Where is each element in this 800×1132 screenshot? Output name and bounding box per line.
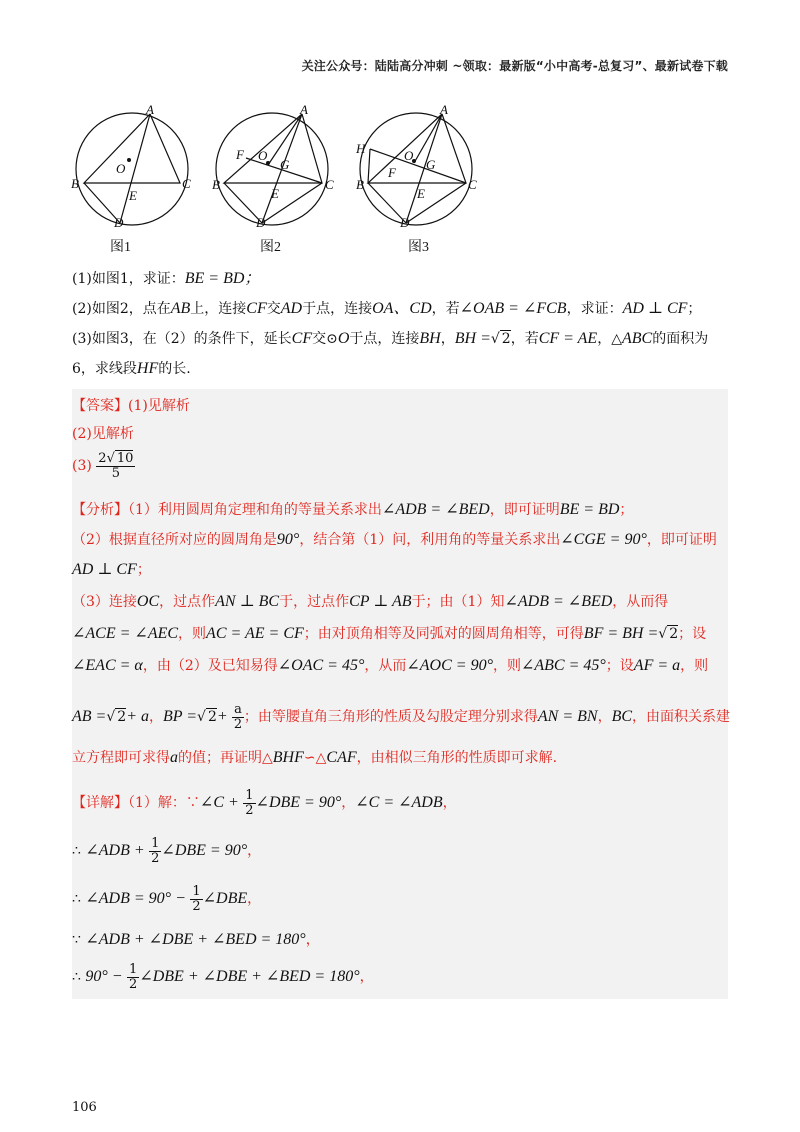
q2-ad: AD: [280, 300, 303, 317]
detail-d5e: ，: [359, 969, 374, 985]
label-f-fig3: F: [388, 165, 396, 180]
analysis-l1a: （1）利用圆周角定理和角的等量关系求出: [128, 502, 382, 518]
detail-d3-fraction: [190, 885, 202, 914]
analysis-l8a: 立方程即可求得: [72, 750, 170, 766]
answer-3-coef: 2: [98, 450, 107, 466]
q3-text-g: ，: [440, 331, 455, 347]
q3-o: O: [337, 330, 350, 347]
label-c-fig3: C: [468, 177, 477, 192]
analysis-l5g: ；设: [678, 626, 707, 642]
q3-text-a: (3)如图3，在（2）的条件下，延长: [72, 331, 292, 347]
analysis-l5a: ∠ACE = ∠AEC: [72, 625, 179, 642]
detail-line-1: [72, 787, 457, 819]
label-a-fig2: A: [300, 103, 308, 117]
analysis-l6f: ，则: [492, 658, 521, 674]
analysis-l8g: ，由相似三角形的性质即可求解.: [356, 750, 558, 766]
q2-text-k: ，求证：: [566, 301, 623, 317]
page-header: 关注公众号：陆陆高分冲刺 ~领取：最新版“小中高考-总复习”、最新试卷下载: [301, 59, 728, 73]
q2-text-i: ，若: [431, 301, 460, 317]
analysis-l7h-num: a: [234, 701, 242, 717]
analysis-l1d: BE = BD: [559, 501, 620, 518]
answer-label: 【答案】: [72, 398, 128, 414]
q3-text-j: ，若: [510, 331, 539, 347]
analysis-l4g: 于；由（1）知: [411, 594, 505, 610]
q3-text-l: ，△: [597, 331, 622, 347]
answer-line-2: [72, 423, 134, 445]
label-o-fig1: O: [116, 161, 126, 176]
q2-ab: AB: [170, 300, 191, 317]
label-e-fig3: E: [417, 186, 425, 201]
analysis-l6d: ，从而: [364, 658, 407, 674]
analysis-l7g: +: [216, 708, 228, 725]
circle-fig1: [76, 113, 188, 225]
analysis-l6j: ，则: [680, 658, 709, 674]
analysis-l6c: ∠OAC = 45°: [277, 657, 365, 674]
analysis-l5e: BF = BH =: [583, 625, 659, 642]
detail-line-3: [72, 883, 261, 915]
caption-fig1: 图1: [110, 240, 131, 255]
analysis-l7e: BP =: [162, 708, 198, 725]
detail-d4b: ∠ADB + ∠DBE + ∠BED = 180°: [85, 931, 306, 948]
detail-d2c-num: 1: [151, 835, 160, 851]
analysis-l6i: AF = a: [633, 657, 681, 674]
label-b-fig3: B: [356, 177, 364, 192]
detail-d1-fraction: [243, 789, 255, 818]
q2-oa-cd: OA、CD: [372, 300, 432, 317]
analysis-l4i: ，从而得: [612, 594, 669, 610]
line-ch-fig3: [370, 149, 466, 183]
analysis-l7l: BC: [611, 708, 633, 725]
caption-fig2: 图2: [260, 240, 281, 255]
center-dot-fig1: [127, 158, 131, 162]
detail-d5c-den: 2: [129, 976, 138, 992]
detail-d2d: ∠DBE = 90°: [161, 842, 248, 859]
analysis-l8c: 的值；再证明△: [178, 750, 273, 766]
q2-text-c: 上，连接: [190, 301, 247, 317]
analysis-line-5: ∠ACE = ∠AEC，则AC = AE = CF；由对顶角相等及同弧对的圆周角相等，可得BF = BH =√ 2；设: [72, 625, 707, 642]
analysis-l8b: a: [170, 749, 178, 766]
analysis-l7a: AB =: [72, 708, 107, 725]
detail-d2c-den: 2: [151, 850, 160, 866]
question-1: [72, 268, 260, 290]
detail-d4c: ，: [305, 932, 320, 948]
analysis-l7d: ，: [148, 709, 163, 725]
detail-d5a: ∴: [72, 969, 81, 985]
analysis-l7b: 2: [117, 709, 127, 725]
figure-3: [360, 113, 472, 225]
detail-line-2: [72, 835, 261, 867]
analysis-l7i: ；由等腰直角三角形的性质及勾股定理分别求得: [243, 709, 538, 725]
q2-angle-eq: ∠OAB = ∠FCB: [459, 300, 567, 317]
detail-d2b: ∠ADB +: [85, 842, 145, 859]
analysis-l2e: ，即可证明: [646, 532, 717, 548]
detail-d3b: ∠ADB = 90° −: [85, 890, 186, 907]
q3-text-c: 交⊙: [312, 331, 338, 347]
label-d-fig3: D: [400, 215, 410, 230]
analysis-l1c: ，即可证明: [489, 502, 560, 518]
detail-d5c-num: 1: [129, 961, 138, 977]
detail-d3c-den: 2: [192, 898, 201, 914]
detail-d1c-num: 1: [245, 787, 254, 803]
analysis-l5f: 2: [669, 626, 679, 642]
figures-svg: [70, 103, 490, 263]
label-e-fig2: E: [271, 186, 279, 201]
q2-text-m: ；: [687, 301, 702, 317]
answer-3-den: 5: [111, 465, 120, 481]
detail-d2-fraction: [149, 837, 161, 866]
circle-fig2: [216, 113, 328, 225]
label-f-fig2: F: [236, 147, 244, 162]
figure-2: [216, 113, 328, 225]
q1-equation: BE = BD；: [184, 270, 261, 287]
line-bh-fig3: [368, 149, 370, 183]
label-b-fig2: B: [212, 177, 220, 192]
analysis-l7k: ，: [597, 709, 612, 725]
q3-text-n: 的面积为: [652, 331, 709, 347]
analysis-l4e: 于，过点作: [279, 594, 350, 610]
figure-1: [76, 113, 188, 225]
label-a-fig3: A: [440, 103, 448, 117]
analysis-l8e: ∽△: [303, 750, 327, 766]
label-e-fig1: E: [129, 188, 137, 203]
analysis-line-1: [72, 499, 633, 521]
label-o-fig2: O: [258, 148, 268, 163]
analysis-l4b: OC: [136, 593, 160, 610]
label-d-fig2: D: [256, 215, 266, 230]
analysis-line-7: AB =√ 2+ a，BP =√ 2+ $\frac{a}{2}$ ；由等腰直角三角形的性质及勾股定理分别求得AN = BN，BC，由面积关系建: [72, 701, 731, 732]
analysis-l6e: ∠AOC = 90°: [406, 657, 493, 674]
answer-line-1: [72, 395, 190, 417]
answer-3-prefix: (3): [72, 458, 92, 474]
page-number: 106: [72, 1100, 97, 1115]
q2-text-a: (2)如图2，点在: [72, 301, 171, 317]
detail-d1c-den: 2: [245, 802, 254, 818]
analysis-l3a: AD ⊥ CF: [72, 561, 137, 578]
analysis-line-4: [72, 591, 668, 613]
analysis-l7m: ，由面积关系建: [632, 709, 731, 725]
label-h-fig3: H: [356, 141, 366, 156]
detail-label: 【详解】: [72, 795, 128, 811]
circle-fig3: [360, 113, 472, 225]
answer-1: (1)见解析: [128, 398, 190, 414]
answer-block: [72, 389, 731, 999]
detail-d1f: ∠C = ∠ADB: [355, 794, 443, 811]
analysis-l2d: ∠CGE = 90°: [560, 531, 647, 548]
analysis-l6a: ∠EAC = α: [72, 657, 143, 674]
detail-d3d: ∠DBE: [202, 890, 248, 907]
q3-text-q: 的长.: [158, 361, 191, 377]
detail-line-4: [72, 929, 320, 951]
detail-d1b: ∠C +: [199, 794, 239, 811]
analysis-l6b: ，由（2）及已知易得: [142, 658, 278, 674]
question-3: (3)如图3，在（2）的条件下，延长CF交⊙O于点，连接BH，BH =√ 2，若CF = AE，△ABC的面积为: [72, 330, 709, 347]
label-c-fig1: C: [182, 176, 191, 191]
analysis-l7-fraction: [232, 703, 244, 732]
answer-3-fraction: $\frac{2√ 10}{5}$: [98, 450, 134, 481]
question-3-cont: [72, 358, 191, 380]
analysis-l6h: ；设: [605, 658, 634, 674]
detail-d1a: （1）解：∵: [128, 795, 200, 811]
geometry-figures: [70, 103, 490, 263]
detail-d2e: ，: [247, 843, 262, 859]
line-cd-fig3: [406, 183, 466, 223]
detail-d5-fraction: [127, 963, 139, 992]
analysis-l3b: ；: [136, 562, 151, 578]
analysis-l8f: CAF: [326, 749, 357, 766]
analysis-l5d: ；由对顶角相等及同弧对的圆周角相等，可得: [303, 626, 584, 642]
analysis-l7c: + a: [126, 708, 149, 725]
q2-perp: AD ⊥ CF: [622, 300, 688, 317]
label-c-fig2: C: [325, 177, 334, 192]
q2-text-e: 交: [266, 301, 281, 317]
label-d-fig1: D: [114, 215, 124, 230]
analysis-l2b: 90°: [276, 531, 300, 548]
q3-text-o: 6，求线段: [72, 361, 137, 377]
q2-text-g: 于点，连接: [302, 301, 373, 317]
question-2: [72, 298, 701, 320]
answer-2: (2)见解析: [72, 426, 134, 442]
analysis-line-2: [72, 529, 717, 551]
analysis-l7h-den: 2: [233, 716, 243, 732]
analysis-l1e: ；: [619, 502, 634, 518]
label-o-fig3: O: [404, 148, 414, 163]
analysis-l4h: ∠ADB = ∠BED: [504, 593, 613, 610]
label-a-fig1: A: [146, 103, 154, 117]
detail-d4a: ∵: [72, 932, 81, 948]
q3-text-e: 于点，连接: [349, 331, 420, 347]
q3-cf-ae: CF = AE: [538, 330, 598, 347]
analysis-l2c: ，结合第（1）问，利用角的等量关系求出: [299, 532, 561, 548]
detail-d1e: ，: [341, 795, 356, 811]
detail-d5b: 90° −: [85, 968, 123, 985]
analysis-l4d: AN ⊥ BC: [215, 593, 280, 610]
answer-3-root: 10: [116, 450, 134, 466]
analysis-label: 【分析】: [72, 502, 128, 518]
detail-d1d: ∠DBE = 90°: [255, 794, 342, 811]
label-g-fig2: G: [280, 157, 290, 172]
analysis-l8d: BHF: [272, 749, 304, 766]
caption-fig3: 图3: [408, 240, 429, 255]
label-g-fig3: G: [426, 157, 436, 172]
label-b-fig1: B: [71, 176, 79, 191]
q3-hf: HF: [136, 360, 159, 377]
detail-d2a: ∴: [72, 843, 81, 859]
analysis-l4a: （3）连接: [72, 594, 137, 610]
q3-bh-eq: BH =: [454, 330, 491, 347]
analysis-line-3: [72, 559, 151, 581]
analysis-l2a: （2）根据直径所对应的圆周角是: [72, 532, 277, 548]
detail-d3e: ，: [247, 891, 262, 907]
q3-abc: ABC: [621, 330, 653, 347]
q3-cf: CF: [291, 330, 313, 347]
detail-d3a: ∴: [72, 891, 81, 907]
analysis-l7j: AN = BN: [537, 708, 598, 725]
q1-text: (1)如图1，求证：: [72, 271, 185, 287]
analysis-l5c: AC = AE = CF: [206, 625, 304, 642]
detail-line-5: [72, 961, 374, 993]
detail-d1g: ，: [442, 795, 457, 811]
q3-bh: BH: [419, 330, 441, 347]
q2-cf: CF: [246, 300, 267, 317]
analysis-line-8: [72, 747, 557, 769]
analysis-l1b: ∠ADB = ∠BED: [381, 501, 490, 518]
detail-d3c-num: 1: [192, 883, 201, 899]
analysis-l7f: 2: [207, 709, 217, 725]
analysis-l4f: CP ⊥ AB: [349, 593, 412, 610]
analysis-line-6: [72, 655, 708, 677]
detail-d5d: ∠DBE + ∠DBE + ∠BED = 180°: [139, 968, 360, 985]
analysis-l4c: ，过点作: [159, 594, 216, 610]
answer-line-3: [72, 451, 135, 481]
analysis-l5b: ，则: [178, 626, 207, 642]
q3-sqrt-2: 2: [501, 331, 511, 347]
analysis-l6g: ∠ABC = 45°: [520, 657, 606, 674]
